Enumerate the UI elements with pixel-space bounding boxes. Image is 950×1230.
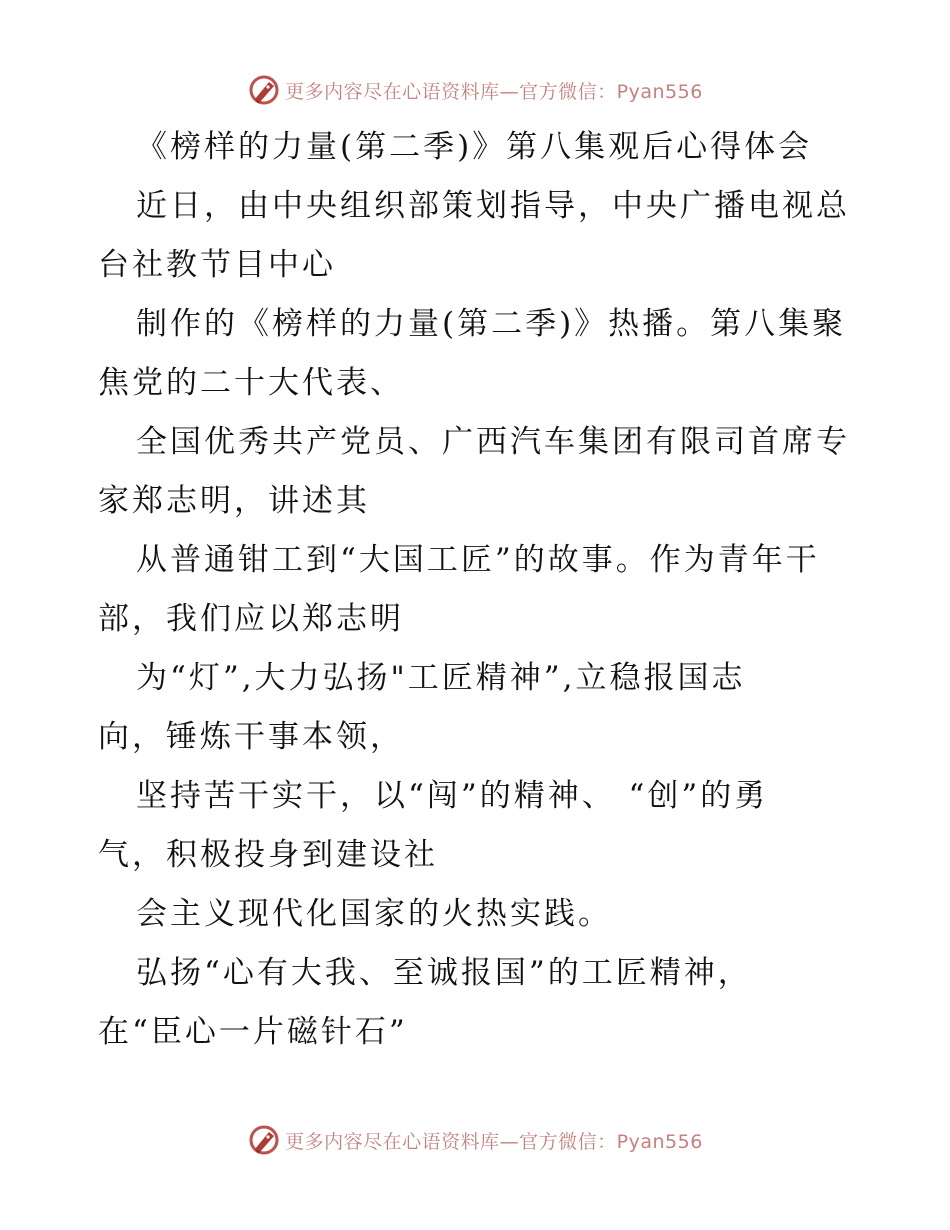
paragraph-line: 焦党的二十大代表、: [98, 365, 404, 401]
watermark-text: 更多内容尽在心语资料库—官方微信：Pyan556: [285, 80, 703, 103]
pen-nib-circle-icon: [247, 1123, 281, 1157]
paragraph-line: 弘扬“心有大我、至诚报国”的工匠精神，: [136, 955, 752, 991]
header-watermark: [0, 70, 950, 110]
paragraph-line: 全国优秀共产党员、广西汽车集团有限司首席专: [136, 424, 850, 460]
pen-nib-circle-icon: [247, 73, 281, 107]
paragraph-line: 气，积极投身到建设社: [98, 837, 438, 873]
paragraph-line: 从普通钳工到“大国工匠”的故事。作为青年干: [136, 542, 820, 578]
paragraph-line: 为“灯”,大力弘扬"工匠精神”,立稳报国志: [136, 660, 746, 696]
paragraph-line: 会主义现代化国家的火热实践。: [136, 896, 612, 932]
paragraph-line: 制作的《榜样的力量(第二季)》热播。第八集聚: [136, 306, 847, 342]
paragraph-line: 坚持苦干实干，以“闯”的精神、 “创”的勇: [136, 778, 769, 814]
paragraph-line: 向，锤炼干事本领，: [98, 719, 404, 755]
watermark-text: 更多内容尽在心语资料库—官方微信：Pyan556: [285, 1130, 703, 1153]
paragraph-line: 近日，由中央组织部策划指导，中央广播电视总: [136, 188, 850, 224]
footer-watermark: [0, 1120, 950, 1160]
paragraph-line: 台社教节目中心: [98, 247, 336, 283]
paragraph-line: 在“臣心一片磁针石”: [98, 1014, 408, 1050]
paragraph-line: 家郑志明，讲述其: [98, 483, 370, 519]
document-body: [98, 118, 858, 1062]
document-title: 《榜样的力量(第二季)》第八集观后心得体会: [136, 129, 813, 165]
paragraph-line: 部，我们应以郑志明: [98, 601, 404, 637]
